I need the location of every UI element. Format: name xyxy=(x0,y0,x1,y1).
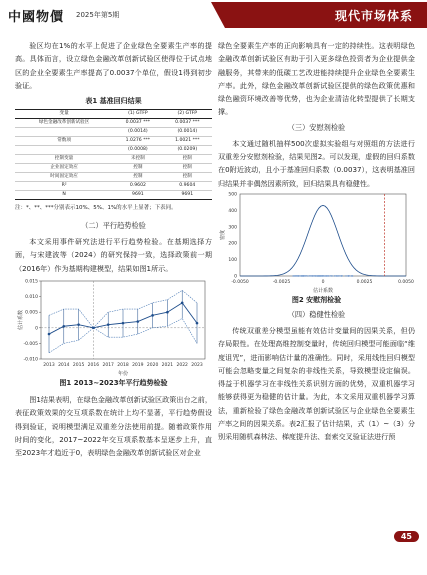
placebo-point xyxy=(320,275,322,277)
table-cell: 控制 xyxy=(113,173,162,182)
column-band xyxy=(225,2,427,28)
table-row xyxy=(15,128,212,137)
placebo-point xyxy=(352,275,354,277)
table-row xyxy=(15,155,212,164)
placebo-point xyxy=(327,275,329,277)
figure2 xyxy=(218,190,415,295)
table-cell: 0.0037 *** xyxy=(113,119,162,128)
table-cell: 9691 xyxy=(113,191,162,200)
table-cell: R² xyxy=(15,182,113,191)
x-tick-label: -0.0025 xyxy=(272,279,291,285)
estimate-point xyxy=(181,302,184,305)
table-cell xyxy=(15,128,113,137)
placebo-point xyxy=(349,275,351,277)
estimate-point xyxy=(166,311,169,314)
placebo-point xyxy=(346,275,348,277)
table-row xyxy=(15,119,212,128)
x-tick-label: 2013 xyxy=(43,363,55,369)
table1-title: 表1 基准回归结果 xyxy=(85,97,142,106)
table-cell: 1.0276 *** xyxy=(113,137,162,146)
table-cell: 常数项 xyxy=(15,137,113,146)
x-tick-label: 2020 xyxy=(146,363,159,369)
placebo-point xyxy=(297,275,299,277)
right-paragraph-1: 绿色全要素生产率的正向影响具有一定的持续性。这表明绿色金融改革创新试验区有助于引入更多绿色投资者为企业提供金融服务，其带来的低碳工艺改进能持续提升企业绿色全要素生产率。此外，绿色金融改革创新试验区提供的绿色政策优惠和绿色融资环境改善等优势，也为企业清洁化转型提供了长期支撑。 xyxy=(218,41,415,117)
table-cell: (0.0008) xyxy=(113,146,162,155)
right-paragraph-3: 传统双重差分模型虽能有效估计变量间的因果关系，但仍存局限性。在处理高维控制变量时，传统回归模型可能面临“维度诅咒”，进而影响估计量的准确性。同时，采用线性回归模型可能会忽略变量之间复杂的非线性关系，导致模型设定偏误。得益于机器学习在非线性关系识别方面的优势，双重机器学习能够获得更为稳健的估计量。为此，本文采用双重机器学习算法，重新检验了绿色金融改革创新试验区与企业绿色全要素生产率之间的因果关系。表2汇报了估计结果，式（1）~（3）分别采用随机森林法、梯度提升法、套索交叉验证法进行预 xyxy=(218,325,415,442)
y-axis-label: 密度 xyxy=(220,229,226,240)
table-header-row xyxy=(15,110,212,119)
table-cell: 0.0037 *** xyxy=(163,119,212,128)
table-cell: 控制 xyxy=(163,155,212,164)
estimate-point xyxy=(107,323,110,326)
table1 xyxy=(15,109,212,200)
page-number: 45 xyxy=(394,531,419,542)
y-tick-label: 300 xyxy=(228,225,237,231)
placebo-point xyxy=(337,275,339,277)
table-cell: 1.0021 *** xyxy=(163,137,212,146)
table-cell: (2) GTFP xyxy=(163,110,212,119)
table-cell: 时间固定效应 xyxy=(15,173,113,182)
table-cell: (1) GTFP xyxy=(113,110,162,119)
table1-note: 注：*、**、***分别表示10%、5%、1%的水平上显著；下表同。 xyxy=(15,205,177,212)
estimate-point xyxy=(137,320,140,323)
x-axis-label: 年份 xyxy=(117,371,129,378)
table-row xyxy=(15,164,212,173)
y-tick-label: -0.005 xyxy=(23,341,38,347)
y-tick-label: 400 xyxy=(228,208,237,214)
y-tick-label: 200 xyxy=(228,241,237,247)
issue-label: 2025年第5期 xyxy=(76,11,120,19)
x-tick-label: 2021 xyxy=(161,363,174,369)
right-paragraph-2: 本文通过随机抽样500次虚拟实验组与对照组的方法进行双重差分安慰剂检验，结果见图2。可以发现，虚假的回归系数在0附近波动，且小于基准回归系数（0.0037），这表明基准回归结果并非偶然因素所致，回归结果具有稳健性。 xyxy=(218,138,415,188)
estimate-point xyxy=(48,333,51,336)
table-cell: 0.9604 xyxy=(163,182,212,191)
table-row xyxy=(15,146,212,155)
placebo-point xyxy=(316,275,318,277)
placebo-point xyxy=(313,275,315,277)
placebo-point xyxy=(308,275,310,277)
x-tick-label: 0.0025 xyxy=(356,279,373,285)
estimate-point xyxy=(122,322,125,325)
column-title: 现代市场体系 xyxy=(334,9,413,23)
left-paragraph-2: 本文采用事件研究法进行平行趋势检验。在基期选择方面，与宋建波等（2024）的研究保持一致，选择政策前一期（2016年）作为基期构建模型，结果如图1所示。 xyxy=(15,237,212,273)
x-tick-label: 2016 xyxy=(87,363,100,369)
estimate-point xyxy=(63,325,66,328)
right-column xyxy=(218,39,415,444)
table-cell: 0.9602 xyxy=(113,182,162,191)
placebo-point xyxy=(331,275,333,277)
left-column xyxy=(15,39,212,460)
placebo-point xyxy=(294,275,296,277)
estimate-point xyxy=(151,314,154,317)
table-cell: (0.0014) xyxy=(163,128,212,137)
x-tick-label: 2014 xyxy=(58,363,70,369)
journal-logo: 中國物價 xyxy=(8,10,65,25)
placebo-point xyxy=(347,275,349,277)
estimate-point xyxy=(77,323,80,326)
x-tick-label: 0 xyxy=(321,279,325,285)
estimate-point xyxy=(196,322,199,325)
section-4-title: （四）稳健性检验 xyxy=(287,309,346,319)
table-row xyxy=(15,137,212,146)
y-tick-label: 0.005 xyxy=(25,310,38,316)
placebo-point xyxy=(341,275,343,277)
y-tick-label: 0 xyxy=(35,326,38,332)
left-paragraph-3: 图1结果表明，在绿色金融改革创新试验区政策出台之前，表征政策效果的交互项系数在统计上均不显著，平行趋势假设得到验证，说明模型满足双重差分法使用前提。随着政策作用时间的变化，2017~2022年交互项系数基本呈逐步上升，直至2023年才趋近于0，表明绿色金融改革创新试验区对企业 xyxy=(15,395,212,458)
density-curve xyxy=(240,205,406,276)
table-cell: (0.0014) xyxy=(113,128,162,137)
y-tick-label: 0 xyxy=(234,274,237,280)
table-cell xyxy=(15,146,113,155)
left-paragraph-1: 验区均在1%的水平上促进了企业绿色全要素生产率的提高。具体而言，设立绿色金融改革创新试验区使得位于试点地区的企业全要素生产率提高了0.0037个单位，假设1得到初步验证。 xyxy=(15,41,212,90)
table-cell: 控制变量 xyxy=(15,155,113,164)
x-tick-label: 2019 xyxy=(132,363,144,369)
x-tick-label: 2015 xyxy=(72,363,85,369)
x-tick-label: 2017 xyxy=(102,363,114,369)
table-cell: 变量 xyxy=(15,110,113,119)
y-axis-label: 估计系数 xyxy=(18,310,24,331)
table-cell: 控制 xyxy=(163,164,212,173)
x-tick-label: 0.0050 xyxy=(398,279,414,285)
placebo-point xyxy=(302,275,304,277)
table-cell: N xyxy=(15,191,113,200)
table-cell: 控制 xyxy=(163,173,212,182)
x-tick-label: -0.0050 xyxy=(231,279,249,285)
placebo-point xyxy=(339,275,341,277)
y-tick-label: 0.015 xyxy=(25,279,38,285)
y-tick-label: 500 xyxy=(228,192,237,198)
x-axis-label: 估计系数 xyxy=(312,287,334,294)
table-row xyxy=(15,173,212,182)
table-cell: 企业固定效应 xyxy=(15,164,113,173)
table-row xyxy=(15,191,212,200)
section-3-title: （三）安慰剂检验 xyxy=(287,122,346,132)
figure2-caption: 图2 安慰剂检验 xyxy=(291,295,342,304)
table-cell: 未控制 xyxy=(113,155,162,164)
table-cell: 绿色金融改革创新试验区 xyxy=(15,119,113,128)
table-row xyxy=(15,182,212,191)
figure1 xyxy=(15,275,212,378)
table-cell: 9691 xyxy=(163,191,212,200)
y-tick-label: 100 xyxy=(228,258,237,264)
placebo-point xyxy=(335,275,337,277)
x-tick-label: 2018 xyxy=(117,363,129,369)
figure1-caption: 图1 2013~2023年平行趋势检验 xyxy=(59,379,168,388)
placebo-point xyxy=(334,275,336,277)
table-cell: (0.0209) xyxy=(163,146,212,155)
y-tick-label: -0.010 xyxy=(23,357,38,363)
plot-frame xyxy=(240,194,406,276)
section-2-title: （二）平行趋势检验 xyxy=(81,221,146,231)
x-tick-label: 2022 xyxy=(176,363,188,369)
placebo-point xyxy=(322,275,324,277)
estimate-point xyxy=(92,327,95,330)
x-tick-label: 2023 xyxy=(191,363,203,369)
placebo-point xyxy=(305,275,307,277)
placebo-point xyxy=(324,275,326,277)
page-header xyxy=(0,0,427,30)
y-tick-label: 0.010 xyxy=(25,295,38,301)
table-cell: 控制 xyxy=(113,164,162,173)
